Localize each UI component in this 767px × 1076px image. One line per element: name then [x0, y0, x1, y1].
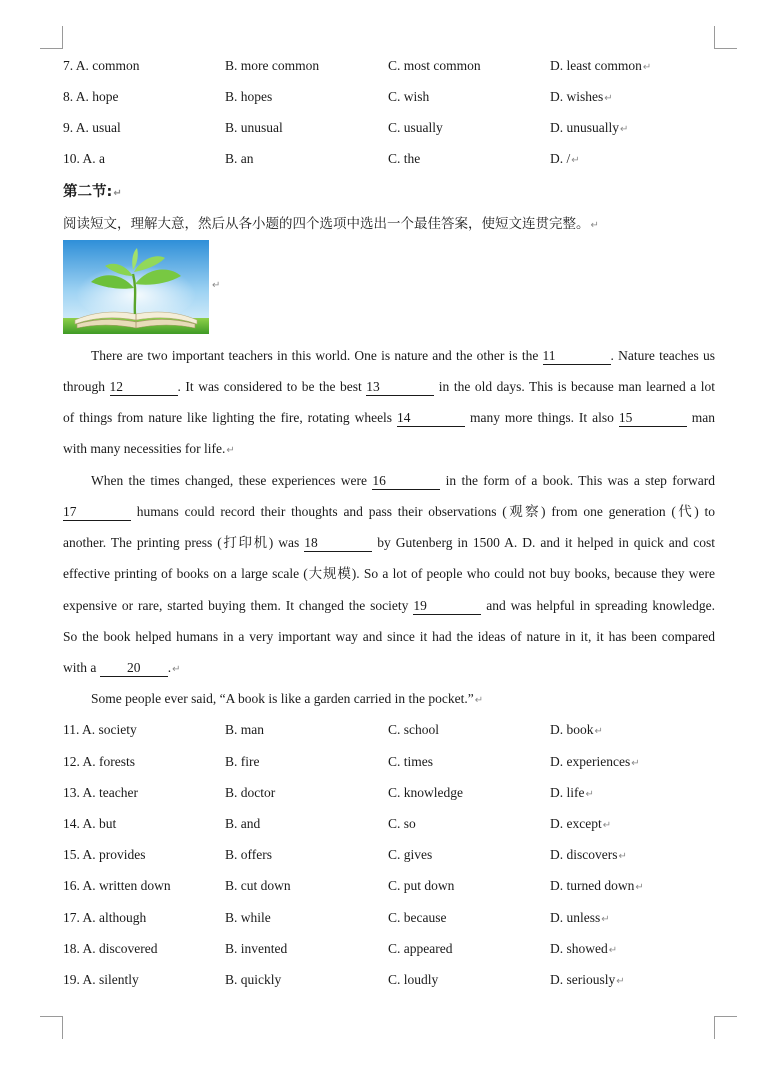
question-row-19: [63, 970, 715, 990]
option-c: C. appeared: [388, 941, 453, 956]
blank-15: 15: [619, 409, 687, 427]
option-b: B. offers: [225, 847, 272, 862]
question-row-11: [63, 720, 715, 740]
option-d: D. seriously↵: [550, 972, 625, 987]
option-a: 17. A. although: [63, 910, 147, 925]
passage-line: another. The printing press (打印机) was 18 by Gutenberg in 1500 A. D. and it helped in quick and cost: [63, 535, 716, 550]
option-c: C. times: [388, 754, 434, 769]
paragraph-mark-icon: ↵: [642, 62, 652, 73]
passage-line: When the times changed, these experiences were 16 in the form of a book. This was a step forward: [91, 473, 715, 488]
section-title: 第二节:↵: [63, 184, 122, 200]
option-b: B. invented: [225, 941, 288, 956]
paragraph-mark-icon: ↵: [602, 820, 612, 831]
question-row-8: [63, 87, 715, 107]
paragraph-mark-icon: ↵: [631, 758, 640, 769]
paragraph-mark-icon: ↵: [604, 93, 613, 104]
crop-mark-top-left: [40, 26, 63, 49]
option-b: B. doctor: [225, 785, 276, 800]
option-a: 7. A. common: [63, 58, 140, 73]
passage-line: expensive or rare, started buying them. It changed the society 19 and was helpful in spreading knowledge.: [63, 598, 716, 613]
option-b: B. unusual: [225, 120, 283, 135]
passage-line: 17 humans could record their thoughts and pass their observations (观察) from one generation (代) to: [63, 504, 716, 519]
paragraph-mark-icon: ↵: [608, 945, 618, 956]
option-d: D. life↵: [550, 785, 594, 800]
option-d: D. turned down↵: [550, 878, 644, 893]
option-d: D. /↵: [550, 151, 580, 166]
question-row-14: [63, 814, 715, 834]
option-c: C. gives: [388, 847, 433, 862]
option-d: D. book↵: [550, 722, 603, 737]
option-a: 9. A. usual: [63, 120, 121, 135]
option-b: B. man: [225, 722, 264, 737]
paragraph-mark-icon: ↵: [590, 220, 599, 231]
blank-11: 11: [543, 347, 611, 365]
paragraph-mark-icon: ↵: [594, 726, 603, 737]
question-row-16: [63, 876, 715, 896]
paragraph-mark-icon: ↵: [226, 445, 235, 456]
blank-14: 14: [397, 409, 465, 427]
blank-20: 20: [100, 659, 168, 677]
crop-mark-bottom-right: [714, 1016, 737, 1039]
option-d: D. except↵: [550, 816, 612, 831]
option-a: 18. A. discovered: [63, 941, 158, 956]
option-a: 15. A. provides: [63, 847, 146, 862]
option-c: C. loudly: [388, 972, 439, 987]
book-sprout-icon: [63, 240, 209, 334]
option-b: B. hopes: [225, 89, 273, 104]
paragraph-mark-icon: ↵: [635, 882, 644, 893]
question-row-18: [63, 939, 715, 959]
option-a: 12. A. forests: [63, 754, 136, 769]
paragraph-mark-icon: ↵: [113, 188, 122, 199]
paragraph-mark-icon: ↵: [620, 124, 629, 135]
blank-12: 12: [110, 378, 178, 396]
option-b: B. and: [225, 816, 261, 831]
paragraph-mark-icon: ↵: [172, 664, 181, 675]
question-row-9: [63, 118, 715, 138]
option-c: C. put down: [388, 878, 455, 893]
option-d: D. least common↵: [550, 58, 652, 73]
option-c: C. the: [388, 151, 421, 166]
passage-line: effective printing of books on a large scale (大规模). So a lot of people who could not buy books, because they were: [63, 566, 715, 581]
paragraph-mark-icon: ↵: [618, 851, 627, 862]
option-c: C. knowledge: [388, 785, 463, 800]
option-d: D. discovers↵: [550, 847, 627, 862]
crop-mark-bottom-left: [40, 1016, 63, 1039]
option-c: C. so: [388, 816, 416, 831]
question-row-17: [63, 908, 715, 928]
option-c: C. because: [388, 910, 447, 925]
option-c: C. most common: [388, 58, 481, 73]
option-b: B. cut down: [225, 878, 291, 893]
option-c: C. school: [388, 722, 440, 737]
option-b: B. fire: [225, 754, 260, 769]
passage-line: of things from nature like lighting the fire, rotating wheels 14 many more things. It also 15 man: [63, 410, 716, 425]
passage-line: So the book helped humans in a very important way and since it had the ideas of nature in it, it has been compared: [63, 629, 715, 644]
book-sprout-illustration: [63, 240, 209, 334]
option-a: 11. A. society: [63, 722, 137, 737]
passage-line: with many necessities for life.↵: [63, 441, 235, 456]
paragraph-mark-icon: ↵: [212, 280, 221, 291]
passage-line: There are two important teachers in this world. One is nature and the other is the 11 . Nature teaches us: [91, 348, 715, 363]
paragraph-mark-icon: ↵: [585, 789, 594, 800]
question-row-13: [63, 783, 715, 803]
passage-line: through 12 . It was considered to be the best 13 in the old days. This is because man learned a lot: [63, 379, 716, 394]
blank-13: 13: [366, 378, 434, 396]
option-d: D. unless↵: [550, 910, 610, 925]
passage-line: with a 20 .↵: [63, 660, 181, 675]
blank-16: 16: [372, 472, 440, 490]
option-a: 13. A. teacher: [63, 785, 138, 800]
option-d: D. experiences↵: [550, 754, 640, 769]
section-instruction: 阅读短文，理解大意，然后从各小题的四个选项中选出一个最佳答案，使短文连贯完整。↵: [63, 216, 599, 232]
option-a: 16. A. written down: [63, 878, 171, 893]
option-d: D. unusually↵: [550, 120, 629, 135]
paragraph-mark-icon: ↵: [474, 695, 484, 706]
option-a: 19. A. silently: [63, 972, 139, 987]
option-b: B. while: [225, 910, 271, 925]
paragraph-mark-icon: ↵: [616, 976, 625, 987]
question-row-10: [63, 149, 715, 169]
option-a: 8. A. hope: [63, 89, 119, 104]
paragraph-mark-icon: ↵: [571, 155, 580, 166]
blank-19: 19: [413, 597, 481, 615]
option-b: B. quickly: [225, 972, 282, 987]
option-c: C. usually: [388, 120, 443, 135]
option-a: 14. A. but: [63, 816, 117, 831]
crop-mark-top-right: [714, 26, 737, 49]
passage-line: Some people ever said, “A book is like a garden carried in the pocket.”↵: [91, 691, 484, 706]
option-b: B. more common: [225, 58, 320, 73]
question-row-7: [63, 56, 715, 76]
option-b: B. an: [225, 151, 254, 166]
paragraph-mark-icon: ↵: [601, 914, 610, 925]
option-d: D. wishes↵: [550, 89, 613, 104]
option-c: C. wish: [388, 89, 430, 104]
option-d: D. showed↵: [550, 941, 618, 956]
question-row-15: [63, 845, 715, 865]
blank-18: 18: [304, 534, 372, 552]
question-row-12: [63, 752, 715, 772]
option-a: 10. A. a: [63, 151, 106, 166]
blank-17: 17: [63, 503, 131, 521]
